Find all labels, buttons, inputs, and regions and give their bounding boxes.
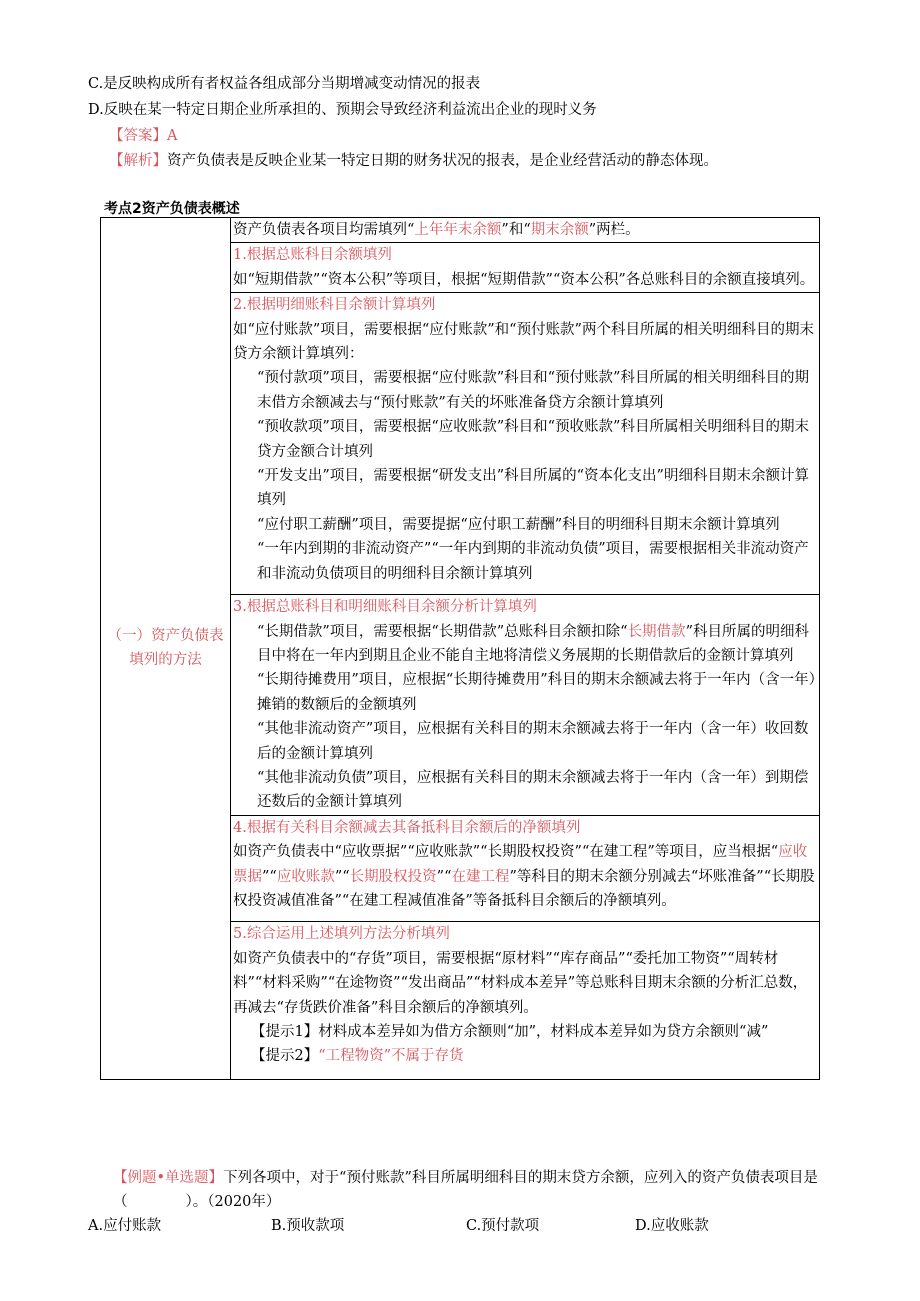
section-2-item: “预收款项”项目，需要根据“应收账款”科目和“预收账款”科目所属相关明细科目的期末贷方金额合计填列 <box>257 419 809 460</box>
answer-line <box>109 124 177 145</box>
section-2-item: “一年内到期的非流动资产”“一年内到期的非流动负债”项目，需要根据相关非流动资产和非流动负债项目的明细科目余额计算填列 <box>257 541 809 582</box>
section-1-body: 如“短期借款”“资本公积”等项目，根据“短期借款”“资本公积”各总账科目的余额直接填列。 <box>233 271 815 288</box>
left-label-cell <box>101 218 231 1080</box>
section-1-heading: 1.根据总账科目余额填列 <box>233 247 392 264</box>
analysis-line <box>109 149 718 170</box>
section-2-item: “开发支出”项目，需要根据“研发支出”科目所属的“资本化支出”明细科目期末余额计算填列 <box>257 468 809 509</box>
table-row <box>101 218 820 243</box>
intro-text: 资产负债表各项目均需填列“ <box>233 222 415 238</box>
s4-text-d: ”“ <box>436 868 452 885</box>
s4-text-e: ”等科目的期末余额分别减去“坏账准备”“长期股权投资减值准备”“在建工程减值准备”等备抵科目余额后的净额填列。 <box>233 868 815 909</box>
option-d: D.反映在某一特定日期企业所承担的、预期会导致经济利益流出企业的现时义务 <box>88 102 597 118</box>
section-3-item: “其他非流动资产”项目，应根据有关科目的期末余额减去将于一年内（含一年）收回数后的金额计算填列 <box>257 721 809 762</box>
s4-text-c: ”“ <box>334 868 350 885</box>
section-1-cell <box>231 243 820 293</box>
section-3-item-text-2: ”科目所属的明细科目中将在一年内到期且企业不能自主地将清偿义务展期的长期借款后的金额计算填列 <box>257 623 809 664</box>
section-2-item: “预付款项”项目，需要根据“应付账款”科目和“预付账款”科目所属的相关明细科目的期末借方余额减去与“预付账款”有关的坏账准备贷方余额计算填列 <box>257 370 809 411</box>
section-2-heading: 2.根据明细账科目余额计算填列 <box>233 297 436 314</box>
answer-value: A <box>167 128 178 144</box>
section-2-cell <box>231 293 820 595</box>
s4-text-a: 如资产负债表中“应收票据”“应收账款”“长期股权投资”“在建工程”等项目，应当根据“ <box>233 844 779 861</box>
section-title: 考点2资产负债表概述 <box>104 201 240 217</box>
tip-2-label: 【提示2】 <box>251 1048 319 1065</box>
choice-a: A.应付账款 <box>88 1218 162 1234</box>
method-table <box>100 217 820 1080</box>
intro-cell <box>231 218 820 243</box>
intro-red-2: 期末余额 <box>530 222 589 238</box>
option-c: C.是反映构成所有者权益各组成部分当期增减变动情况的报表 <box>88 76 481 92</box>
intro-red-1: 上年年末余额 <box>414 222 502 238</box>
section-5-heading: 5.综合运用上述填列方法分析填列 <box>233 926 450 943</box>
section-3-item: “其他非流动负债”项目，应根据有关科目的期末余额减去将于一年内（含一年）到期偿还数后的金额计算填列 <box>257 769 809 811</box>
intro-text-2: ”和“ <box>501 222 531 238</box>
choice-b: B.预收款项 <box>271 1218 345 1234</box>
section-2-body: 如“应付账款”项目，需要根据“应付账款”和“预付账款”两个科目所属的相关明细科目的期末贷方余额计算填列： <box>233 321 814 363</box>
tip-2 <box>233 1044 817 1068</box>
section-3-heading: 3.根据总账科目和明细账科目余额分析计算填列 <box>233 599 537 616</box>
intro-text-3: ”两栏。 <box>588 222 640 238</box>
section-3-item <box>233 620 817 669</box>
section-4-body <box>233 840 817 913</box>
section-5-cell <box>231 922 820 1079</box>
s4-text-b: ”“ <box>262 868 277 885</box>
s4-red-2: 应收账款 <box>276 868 335 885</box>
section-5-body: 如资产负债表中的“存货”项目，需要根据“原材料”“库存商品”“委托加工物资”“周转材料”“材料采购”“在途物资”“发出商品”“材料成本差异”等总账科目期末余额的分析汇总数，再减去“存货跌价准备”科目余额后的净额填列。 <box>233 950 808 1016</box>
s4-red-1: 应收票据 <box>233 844 808 885</box>
section-3-item: “长期待摊费用”项目，应根据“长期待摊费用”科目的期末余额减去将于一年内（含一年）摊销的数额后的金额填列 <box>257 672 816 713</box>
section-3-item-text: “长期借款”项目，需要根据“长期借款”总账科目余额扣除“ <box>257 623 628 640</box>
section-4-cell <box>231 815 820 922</box>
s4-red-4: 在建工程 <box>451 868 510 885</box>
section-3-item-red: 长期借款 <box>627 623 686 640</box>
analysis-text: 资产负债表是反映企业某一特定日期的财务状况的报表，是企业经营活动的静态体现。 <box>167 153 718 169</box>
example-text: 下列各项中，对于“预付账款”科目所属明细科目的期末贷方余额，应列入的资产负债表项目是（ ）。（2020年） <box>113 1170 818 1210</box>
tip-1: 【提示1】材料成本差异如为借方余额则“加”，材料成本差异如为贷方余额则“减” <box>251 1024 769 1040</box>
section-2-item: “应付职工薪酬”项目，需要提据“应付职工薪酬”科目的明细科目期末余额计算填列 <box>257 516 780 533</box>
choice-c: C.预付款项 <box>466 1218 540 1234</box>
example-question <box>113 1166 823 1214</box>
choice-d: D.应收账款 <box>635 1218 709 1234</box>
answer-label: 【答案】 <box>109 128 167 144</box>
choices <box>88 1214 848 1238</box>
left-label: （一）资产负债表填列的方法 <box>107 628 224 669</box>
tip-2-red: “工程物资”不属于存货 <box>318 1048 464 1065</box>
example-label: 【例题•单选题】 <box>113 1170 224 1186</box>
s4-red-3: 长期股权投资 <box>349 868 437 885</box>
section-3-cell <box>231 595 820 816</box>
section-4-heading: 4.根据有关科目余额减去其备抵科目余额后的净额填列 <box>233 819 581 836</box>
analysis-label: 【解析】 <box>109 153 167 169</box>
